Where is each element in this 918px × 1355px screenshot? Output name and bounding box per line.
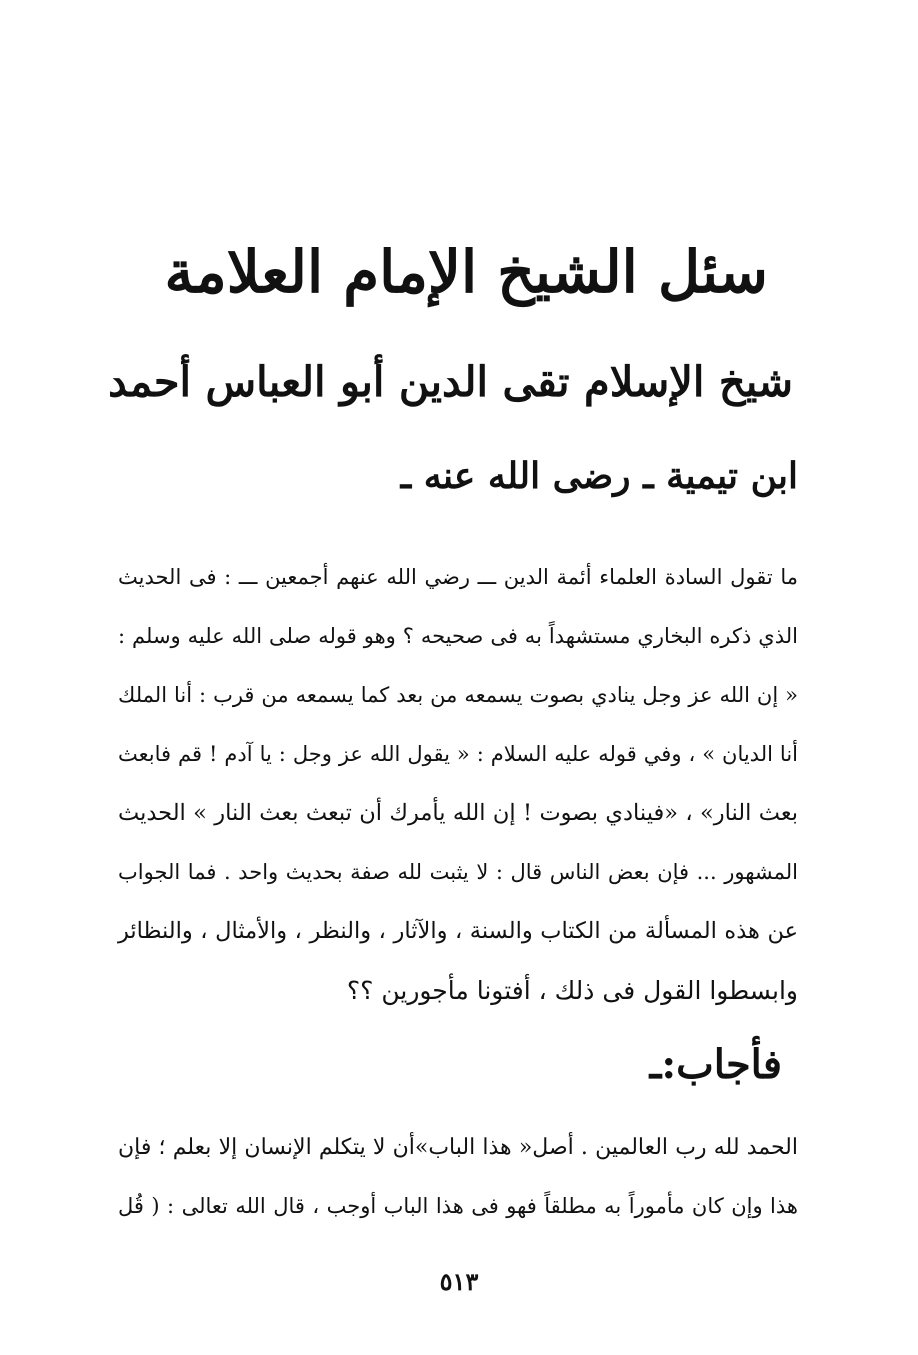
question-line: الذي ذكره البخاري مستشهداً به فى صحيحه ؟ وهو قوله صلى الله عليه وسلم :: [118, 624, 798, 648]
question-line: ما تقول السادة العلماء أئمة الدين ـــ رضي الله عنهم أجمعين ـــ : فى الحديث: [118, 565, 798, 589]
page-number: ٥١٣: [439, 1267, 479, 1296]
question-line: بعث النار» ، «فينادي بصوت ! إن الله يأمرك أن تبعث بعث النار » الحديث: [118, 800, 798, 826]
answer-line: هذا وإن كان مأموراً به مطلقاً فهو فى هذا الباب أوجب ، قال الله تعالى : ( قُل: [118, 1194, 798, 1218]
page-title: سئل الشيخ الإمام العلامة: [164, 238, 768, 306]
question-line: وابسطوا القول فى ذلك ، أفتونا مأجورين ؟؟: [346, 976, 798, 1005]
answer-heading: فأجاب:ـ: [649, 1041, 782, 1088]
question-line: أنا الديان » ، وفي قوله عليه السلام : « يقول الله عز وجل : يا آدم ! قم فابعث: [118, 742, 798, 766]
question-line: عن هذه المسألة من الكتاب والسنة ، والآثار ، والنظر ، والأمثال ، والنظائر: [118, 918, 798, 944]
answer-line: الحمد لله رب العالمين . أصل« هذا الباب»أن لا يتكلم الإنسان إلا بعلم ؛ فإن: [118, 1135, 798, 1160]
author-name-line-2: ابن تيمية ـ رضى الله عنه ـ: [400, 455, 798, 497]
answer-paragraph: [118, 1118, 798, 1236]
author-name-line: شيخ الإسلام تقى الدين أبو العباس أحمد: [108, 357, 793, 406]
question-line: « إن الله عز وجل ينادي بصوت يسمعه من بعد كما يسمعه من قرب : أنا الملك: [118, 683, 798, 707]
question-paragraph: [118, 548, 798, 1020]
question-line: المشهور ... فإن بعض الناس قال : لا يثبت لله صفة بحديث واحد . فما الجواب: [118, 860, 798, 884]
